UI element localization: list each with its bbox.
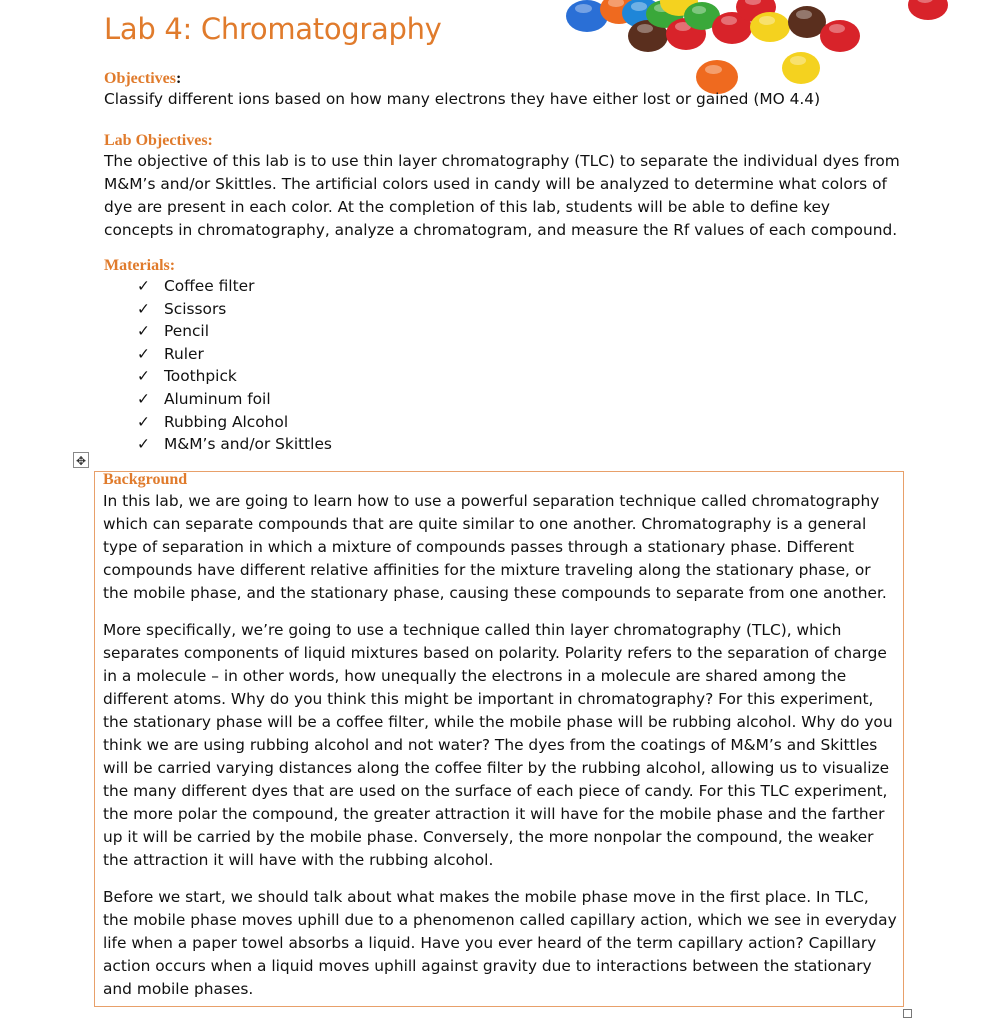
materials-item-label: Ruler bbox=[164, 344, 204, 363]
objectives-section bbox=[104, 70, 904, 111]
materials-item bbox=[137, 433, 904, 456]
materials-item bbox=[137, 298, 904, 321]
materials-heading: Materials: bbox=[104, 257, 176, 274]
check-icon: ✓ bbox=[137, 367, 150, 386]
materials-item bbox=[137, 411, 904, 434]
background-section bbox=[103, 471, 898, 1015]
materials-item-label: Toothpick bbox=[164, 367, 237, 386]
materials-item-label: Pencil bbox=[164, 322, 209, 341]
materials-item-label: Aluminum foil bbox=[164, 389, 271, 408]
objectives-heading-text: Objectives bbox=[104, 70, 176, 87]
materials-item bbox=[137, 388, 904, 411]
materials-item-label: Rubbing Alcohol bbox=[164, 412, 289, 431]
background-paragraph: In this lab, we are going to learn how to use a powerful separation technique called chromatography which can separate compounds that are quite similar to one another. Chromatography is a general type of separation in which a mixture of compounds passes through a stationary phase. Different compounds have different relative affinities for the mixture traveling along the stationary phase, or the mobile phase, and the stationary phase, causing these compounds to separate from one another. bbox=[103, 492, 887, 602]
check-icon: ✓ bbox=[137, 299, 150, 318]
page-title: Lab 4: Chromatography bbox=[104, 12, 442, 46]
objectives-heading bbox=[104, 70, 904, 88]
candy-red bbox=[908, 0, 948, 20]
materials-item bbox=[137, 343, 904, 366]
background-paragraph: More specifically, we’re going to use a technique called thin layer chromatography (TLC), which separates components of liquid mixtures based on polarity. Polarity refers to the separation of charge in a molecule – in other words, how unequally the electrons in a molecule are shared among the different atoms. Why do you think this might be important in chromatography? For this experiment, the stationary phase will be a coffee filter, while the mobile phase will be rubbing alcohol. Why do you think we are using rubbing alcohol and not water? The dyes from the coatings of M&M’s and Skittles will be carried varying distances along the coffee filter by the rubbing alcohol, allowing us to visualize the many different dyes that are used on the surface of each piece of candy. For this TLC experiment, the more polar the compound, the greater attraction it will have for the mobile phase and the farther up it will be carried by the mobile phase. Conversely, the more nonpolar the compound, the weaker the attraction it will have with the rubbing alcohol. bbox=[103, 621, 893, 869]
background-heading: Background bbox=[103, 471, 188, 488]
resize-handle-icon[interactable] bbox=[903, 1009, 912, 1018]
lab-objectives-heading: Lab Objectives: bbox=[104, 132, 213, 149]
candy-yellow bbox=[750, 12, 790, 42]
move-icon[interactable]: ✥ bbox=[73, 452, 89, 468]
check-icon: ✓ bbox=[137, 344, 150, 363]
check-icon: ✓ bbox=[137, 389, 150, 408]
materials-item-label: Scissors bbox=[164, 299, 227, 318]
materials-list bbox=[104, 275, 904, 456]
materials-item-label: Coffee filter bbox=[164, 277, 255, 295]
materials-item bbox=[137, 320, 904, 343]
lab-objectives-section bbox=[104, 132, 904, 242]
check-icon: ✓ bbox=[137, 412, 150, 431]
materials-item-label: M&M’s and/or Skittles bbox=[164, 435, 332, 454]
check-icon: ✓ bbox=[137, 322, 150, 341]
check-icon: ✓ bbox=[137, 435, 150, 454]
candy-red bbox=[820, 20, 860, 52]
check-icon: ✓ bbox=[137, 277, 150, 295]
background-paragraph: Before we start, we should talk about what makes the mobile phase move in the first place. In TLC, the mobile phase moves uphill due to a phenomenon called capillary action, which we see in everyday life when a paper towel absorbs a liquid. Have you ever heard of the term capillary action? Capillary action occurs when a liquid moves uphill against gravity due to interactions between the stationary and mobile phases. bbox=[103, 888, 897, 998]
materials-item bbox=[137, 275, 904, 298]
materials-section bbox=[104, 257, 904, 456]
materials-item bbox=[137, 365, 904, 388]
lab-objectives-text: The objective of this lab is to use thin layer chromatography (TLC) to separate the individual dyes from M&M’s and/or Skittles. The artificial colors used in candy will be analyzed to determine what colors of dye are present in each color. At the completion of this lab, students will be able to define key concepts in chromatography, analyze a chromatogram, and measure the Rf values of each compound. bbox=[104, 152, 900, 239]
objectives-heading-colon: : bbox=[175, 70, 182, 87]
objectives-text: Classify different ions based on how many electrons they have either lost or gained (MO 4.4) bbox=[104, 90, 821, 108]
